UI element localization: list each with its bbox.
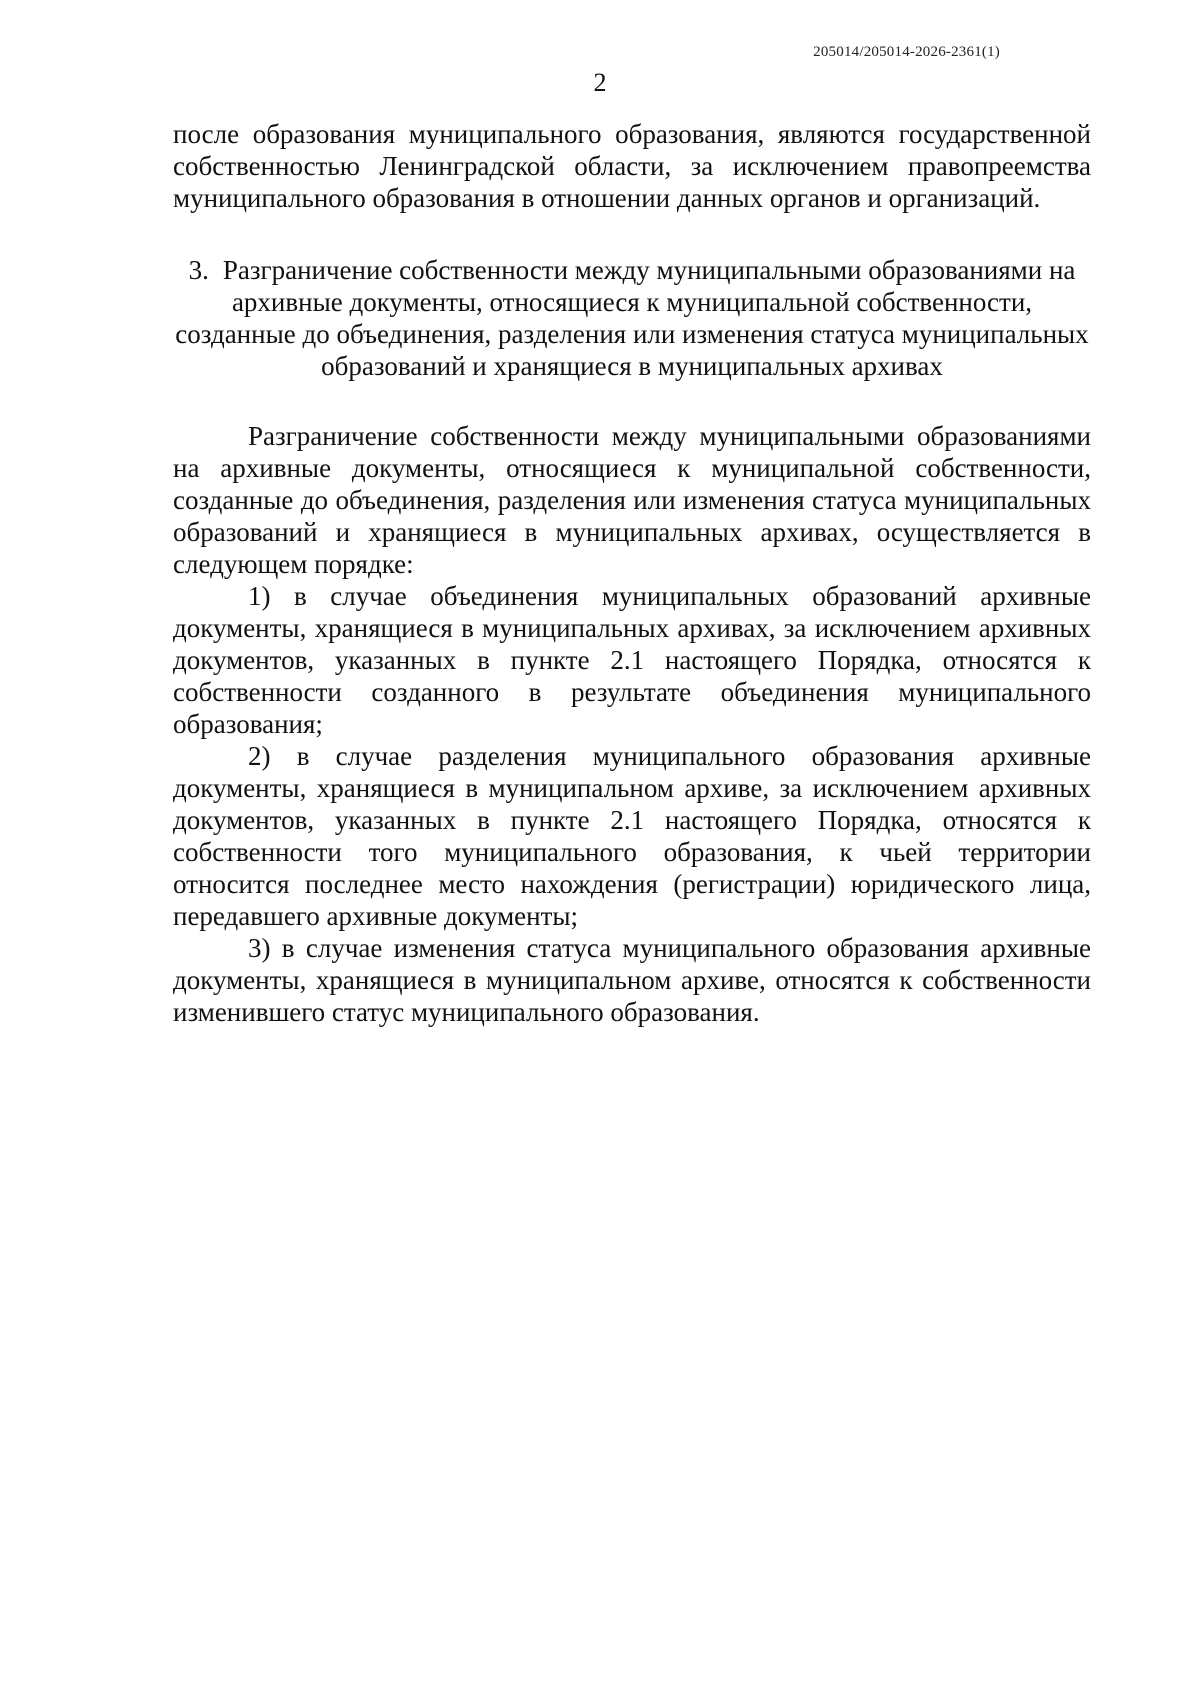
section-heading: [173, 254, 1091, 382]
list-item-2: 2) в случае разделения муниципального образования архивные документы, хранящиеся в муниципальном архиве, за исключением архивных документов, указанных в пункте 2.1 настоящего Порядка, относятся к собственности того муниципального образования, к чьей территории относится последнее место нахождения (регистрации) юридического лица, передавшего архивные документы;: [173, 741, 1091, 931]
document-body: [173, 118, 1091, 1028]
paragraph-main: Разграничение собственности между муниципальными образованиями на архивные документы, относящиеся к муниципальной собственности, созданные до объединения, разделения или изменения статуса муниципальных образований и хранящиеся в муниципальных архивах, осуществляется в следующем порядке:: [173, 421, 1091, 579]
page-number: 2: [593, 68, 607, 97]
section-number: 3.: [188, 255, 209, 285]
section-body: [173, 420, 1091, 1028]
list-item-3: 3) в случае изменения статуса муниципального образования архивные документы, хранящиеся в муниципальном архиве, относятся к собственности изменившего статус муниципального образования.: [173, 933, 1091, 1027]
document-registration-number: 205014/205014-2026-2361(1): [813, 44, 1000, 60]
section-title: Разграничение собственности между муниципальными образованиями на архивные документы, относящиеся к муниципальной собственности, созданные до объединения, разделения или изменения статуса муниципальных образований и хранящиеся в муниципальных архивах: [175, 255, 1089, 381]
intro-paragraph: после образования муниципального образования, являются государственной собственностью Ленинградской области, за исключением правопреемства муниципального образования в отношении данных органов и организаций.: [173, 119, 1091, 213]
list-item-1: 1) в случае объединения муниципальных образований архивные документы, хранящиеся в муниципальных архивах, за исключением архивных документов, указанных в пункте 2.1 настоящего Порядка, относятся к собственности созданного в результате объединения муниципального образования;: [173, 581, 1091, 739]
